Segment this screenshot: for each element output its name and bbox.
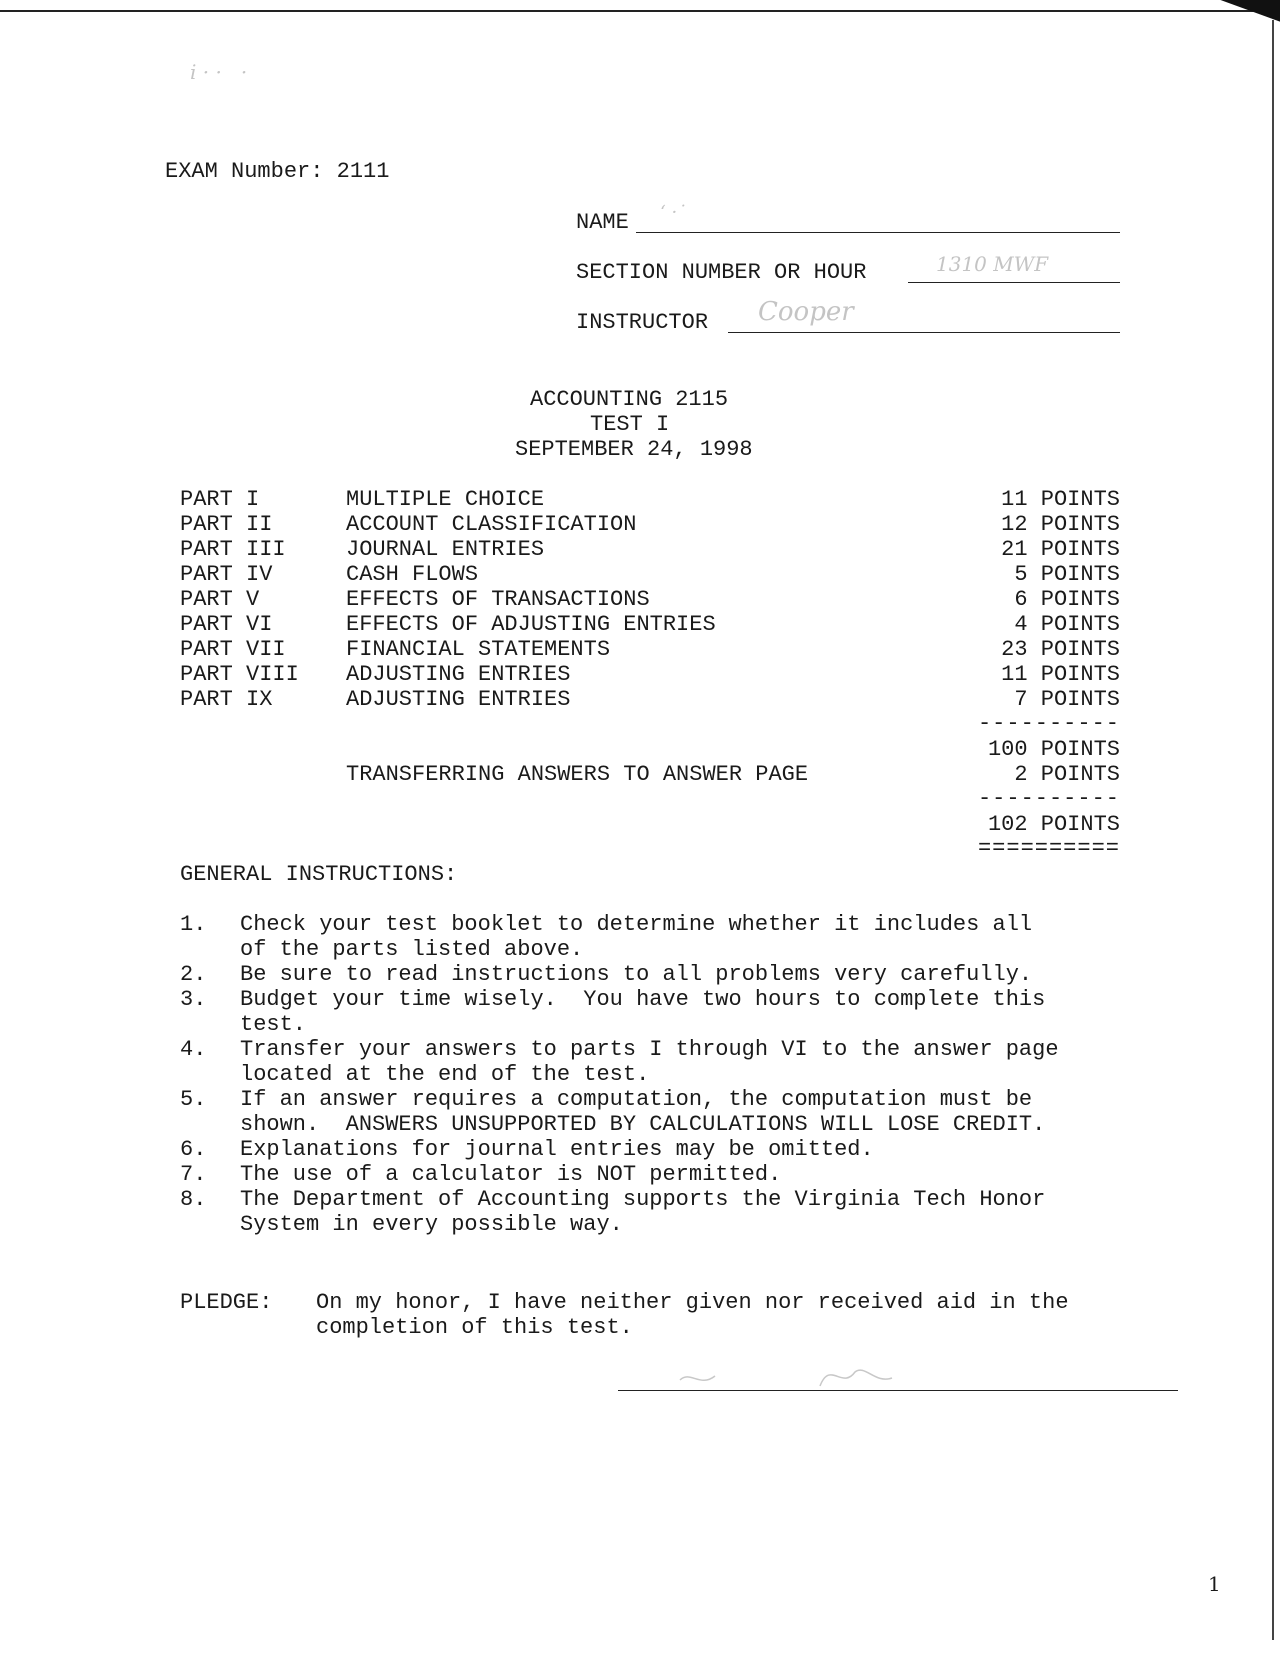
part-title: ADJUSTING ENTRIES	[346, 687, 571, 712]
section-line	[908, 282, 1120, 283]
name-value[interactable]: ‘ ·˙	[660, 202, 687, 223]
part-title: EFFECTS OF ADJUSTING ENTRIES	[346, 612, 716, 637]
section-label: SECTION NUMBER OR HOUR	[576, 260, 867, 285]
total-separator: ----------	[977, 786, 1120, 811]
instruction-line: The Department of Accounting supports the Virginia Tech Honor	[240, 1187, 1046, 1212]
instructor-line	[728, 332, 1120, 333]
instruction-line: If an answer requires a computation, the computation must be	[240, 1087, 1033, 1112]
instruction-number: 8.	[180, 1187, 207, 1212]
total-double-rule: ==========	[977, 836, 1120, 861]
name-label: NAME	[576, 210, 629, 235]
part-points: 5 POINTS	[1014, 562, 1120, 587]
instruction-number: 2.	[180, 962, 207, 987]
part-title: EFFECTS OF TRANSACTIONS	[346, 587, 650, 612]
page-number: 1	[1208, 1572, 1221, 1596]
part-points: 7 POINTS	[1014, 687, 1120, 712]
part-label: PART I	[180, 487, 260, 512]
instruction-line: shown. ANSWERS UNSUPPORTED BY CALCULATIONS WILL LOSE CREDIT.	[240, 1112, 1046, 1137]
section-value[interactable]: 1310 MWF	[936, 252, 1049, 276]
subtotal-separator: ----------	[977, 711, 1120, 736]
instructor-value[interactable]: Cooper	[758, 297, 854, 327]
transfer-points: 2 POINTS	[1014, 762, 1120, 787]
instruction-line: Be sure to read instructions to all problems very carefully.	[240, 962, 1033, 987]
instruction-line: Budget your time wisely. You have two hours to complete this	[240, 987, 1046, 1012]
part-points: 11 POINTS	[1001, 662, 1120, 687]
pledge-line: completion of this test.	[316, 1315, 633, 1340]
page-top-edge	[0, 10, 1280, 12]
page-corner-mark	[1210, 0, 1280, 28]
part-label: PART VI	[180, 612, 273, 637]
instruction-number: 6.	[180, 1137, 207, 1162]
instruction-line: located at the end of the test.	[240, 1062, 650, 1087]
instructor-label: INSTRUCTOR	[576, 310, 709, 335]
part-label: PART V	[180, 587, 260, 612]
name-line	[636, 232, 1120, 233]
transfer-label: TRANSFERRING ANSWERS TO ANSWER PAGE	[346, 762, 809, 787]
part-title: JOURNAL ENTRIES	[346, 537, 545, 562]
instruction-number: 3.	[180, 987, 207, 1012]
part-points: 6 POINTS	[1014, 587, 1120, 612]
instruction-line: The use of a calculator is NOT permitted.	[240, 1162, 782, 1187]
part-label: PART VIII	[180, 662, 299, 687]
part-title: ACCOUNT CLASSIFICATION	[346, 512, 637, 537]
total-points: 102 POINTS	[987, 812, 1120, 837]
instruction-line: Explanations for journal entries may be omitted.	[240, 1137, 874, 1162]
signature-scribble	[670, 1350, 930, 1395]
part-title: MULTIPLE CHOICE	[346, 487, 545, 512]
course-title: ACCOUNTING 2115	[530, 387, 729, 412]
instruction-line: Transfer your answers to parts I through VI to the answer page	[240, 1037, 1059, 1062]
instruction-number: 5.	[180, 1087, 207, 1112]
test-title: TEST I	[590, 412, 670, 437]
test-date: SEPTEMBER 24, 1998	[515, 437, 753, 462]
instruction-line: test.	[240, 1012, 307, 1037]
pledge-label: PLEDGE:	[180, 1290, 273, 1315]
part-points: 21 POINTS	[1001, 537, 1120, 562]
part-label: PART VII	[180, 637, 286, 662]
instructions-heading: GENERAL INSTRUCTIONS:	[180, 862, 458, 887]
pledge-line: On my honor, I have neither given nor received aid in the	[316, 1290, 1069, 1315]
part-label: PART IV	[180, 562, 273, 587]
instruction-line: System in every possible way.	[240, 1212, 623, 1237]
subtotal-points: 100 POINTS	[987, 737, 1120, 762]
instruction-number: 1.	[180, 912, 207, 937]
instruction-line: of the parts listed above.	[240, 937, 584, 962]
stray-scan-marks: i · · ·	[190, 60, 248, 84]
part-label: PART II	[180, 512, 273, 537]
instruction-line: Check your test booklet to determine whether it includes all	[240, 912, 1033, 937]
part-title: FINANCIAL STATEMENTS	[346, 637, 611, 662]
part-points: 12 POINTS	[1001, 512, 1120, 537]
part-points: 11 POINTS	[1001, 487, 1120, 512]
part-points: 23 POINTS	[1001, 637, 1120, 662]
instruction-number: 7.	[180, 1162, 207, 1187]
page-right-edge	[1272, 20, 1274, 1640]
part-label: PART III	[180, 537, 286, 562]
part-title: ADJUSTING ENTRIES	[346, 662, 571, 687]
part-label: PART IX	[180, 687, 273, 712]
exam-number: EXAM Number: 2111	[165, 159, 390, 184]
instruction-number: 4.	[180, 1037, 207, 1062]
part-title: CASH FLOWS	[346, 562, 479, 587]
part-points: 4 POINTS	[1014, 612, 1120, 637]
